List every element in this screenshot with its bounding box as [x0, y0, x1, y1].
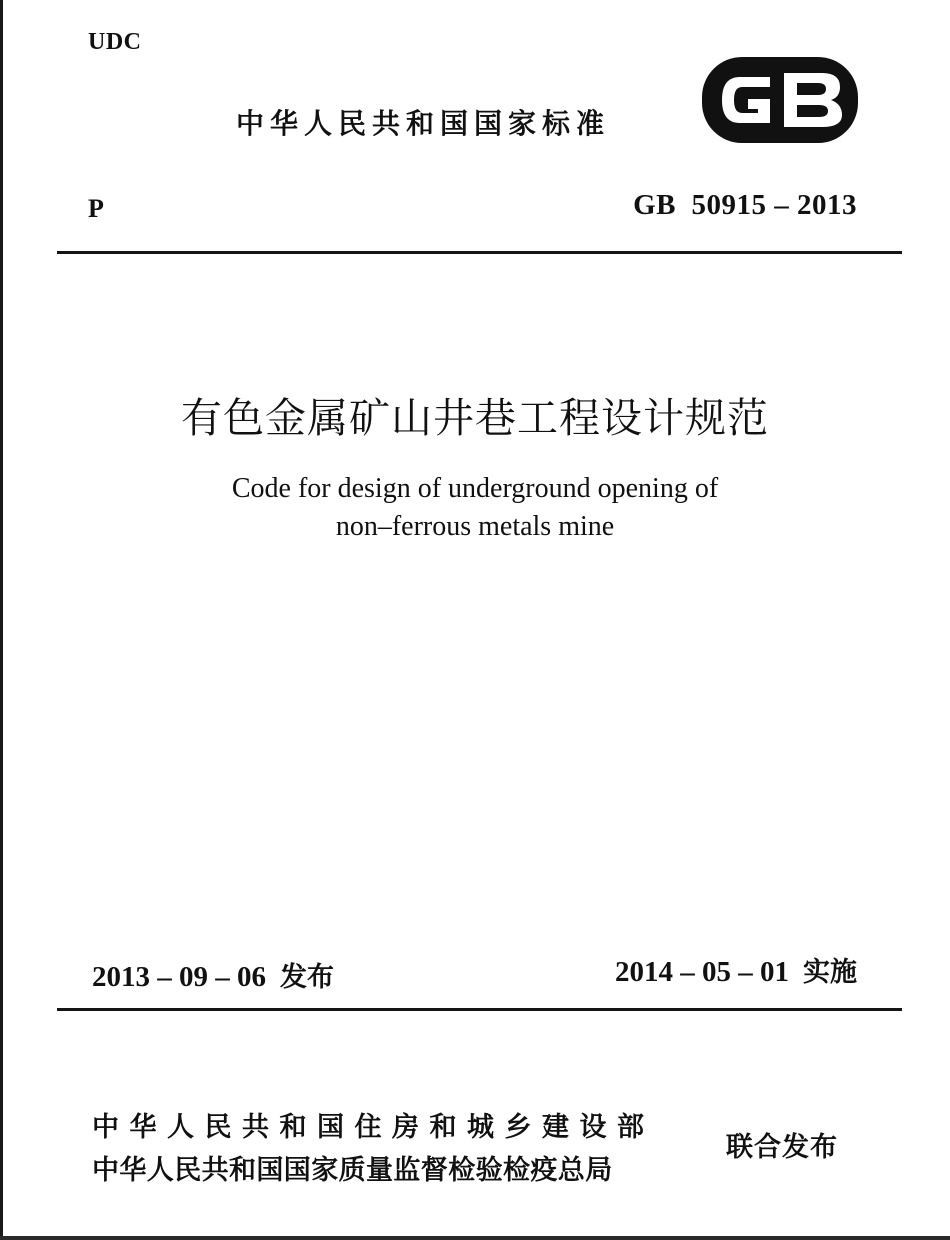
title-english	[0, 470, 950, 546]
top-divider	[57, 251, 902, 254]
issuer-aqsiq: 中华人民共和国国家质量监督检验检疫总局	[92, 1155, 613, 1186]
title-english-line2: non–ferrous metals mine	[335, 511, 615, 542]
page-left-edge	[0, 0, 3, 1240]
issue-label: 发布	[280, 962, 334, 993]
bottom-divider	[57, 1008, 902, 1011]
page-bottom-edge	[0, 1236, 950, 1240]
issue-date: 2013 – 09 – 06	[92, 961, 266, 993]
issue-date-block	[92, 955, 334, 994]
title-chinese: 有色金属矿山井巷工程设计规范	[181, 394, 769, 442]
effective-date-block	[615, 950, 857, 989]
standard-number: GB 50915 – 2013	[633, 189, 857, 221]
effective-label: 实施	[803, 957, 857, 988]
effective-date: 2014 – 05 – 01	[615, 956, 789, 988]
udc-label: UDC	[88, 29, 142, 55]
title-english-line1: Code for design of underground opening of	[231, 473, 719, 504]
joint-issue-label: 联合发布	[726, 1132, 838, 1163]
national-standard-heading: 中华人民共和国国家标准	[236, 107, 611, 140]
issuer-ministry-housing: 中华人民共和国住房和城乡建设部	[92, 1112, 655, 1143]
classification-code: P	[88, 194, 104, 223]
gb-logo	[700, 55, 860, 145]
